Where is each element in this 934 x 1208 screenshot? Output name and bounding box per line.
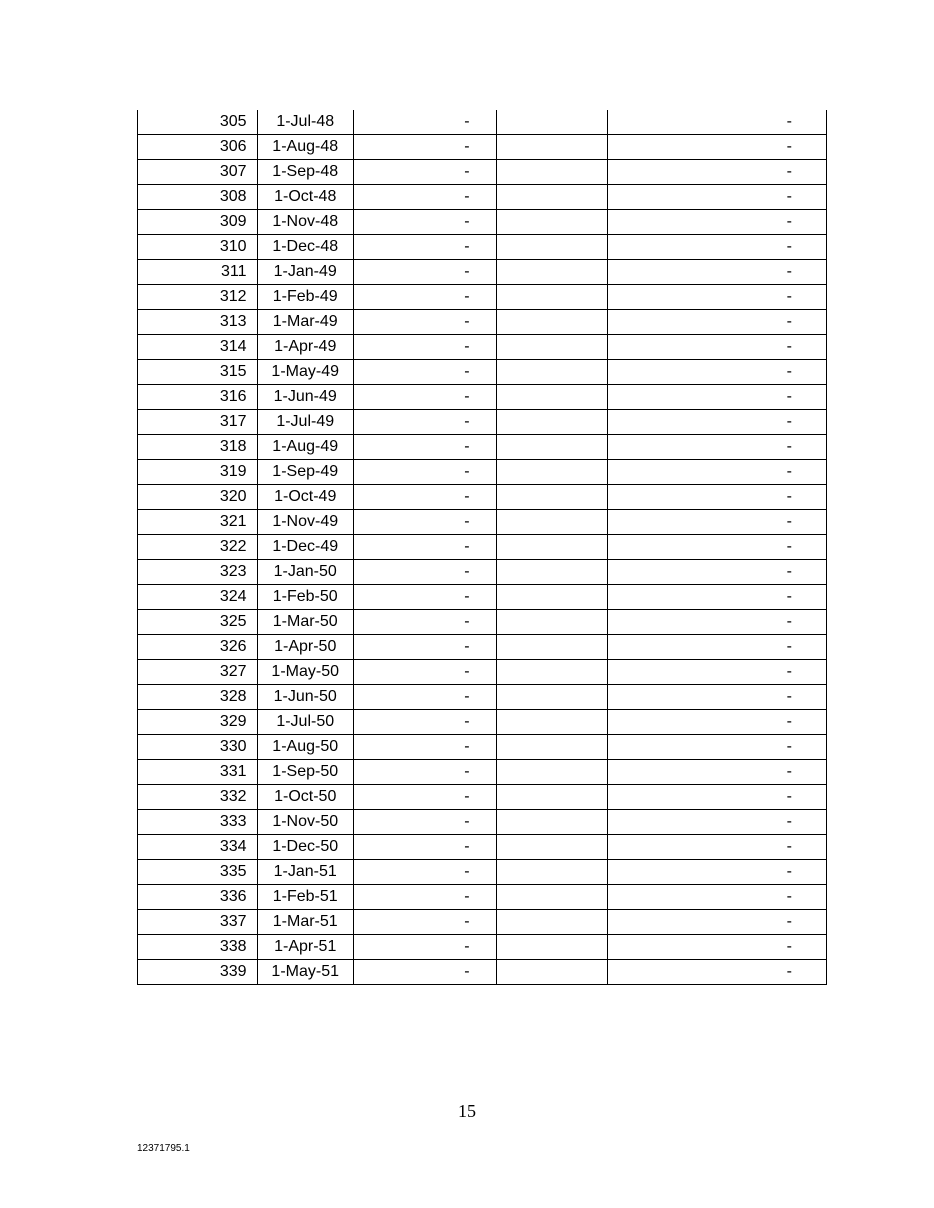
payment-number-cell: 306 — [138, 135, 258, 160]
amount-cell: - — [353, 110, 496, 135]
payment-number-cell: 332 — [138, 785, 258, 810]
table-row — [138, 935, 827, 960]
schedule-table — [137, 110, 827, 985]
payment-number-cell: 334 — [138, 835, 258, 860]
date-cell: 1-Jul-50 — [257, 710, 353, 735]
blank-cell — [496, 510, 607, 535]
balance-cell: - — [608, 285, 827, 310]
balance-cell: - — [608, 560, 827, 585]
payment-number-cell: 336 — [138, 885, 258, 910]
table-row — [138, 685, 827, 710]
amount-cell: - — [353, 685, 496, 710]
date-cell: 1-Nov-49 — [257, 510, 353, 535]
date-cell: 1-Jun-49 — [257, 385, 353, 410]
date-cell: 1-Jan-50 — [257, 560, 353, 585]
payment-number-cell: 310 — [138, 235, 258, 260]
blank-cell — [496, 910, 607, 935]
blank-cell — [496, 385, 607, 410]
table-row — [138, 360, 827, 385]
blank-cell — [496, 210, 607, 235]
blank-cell — [496, 460, 607, 485]
date-cell: 1-Feb-49 — [257, 285, 353, 310]
table-row — [138, 310, 827, 335]
table-row — [138, 335, 827, 360]
table-row — [138, 385, 827, 410]
table-row — [138, 860, 827, 885]
amount-cell: - — [353, 585, 496, 610]
table-row — [138, 260, 827, 285]
payment-number-cell: 316 — [138, 385, 258, 410]
amount-cell: - — [353, 310, 496, 335]
amount-cell: - — [353, 460, 496, 485]
balance-cell: - — [608, 835, 827, 860]
date-cell: 1-Nov-48 — [257, 210, 353, 235]
payment-number-cell: 308 — [138, 185, 258, 210]
blank-cell — [496, 185, 607, 210]
date-cell: 1-Aug-49 — [257, 435, 353, 460]
date-cell: 1-Oct-49 — [257, 485, 353, 510]
blank-cell — [496, 335, 607, 360]
date-cell: 1-Oct-48 — [257, 185, 353, 210]
amount-cell: - — [353, 885, 496, 910]
blank-cell — [496, 260, 607, 285]
balance-cell: - — [608, 485, 827, 510]
balance-cell: - — [608, 110, 827, 135]
payment-number-cell: 335 — [138, 860, 258, 885]
schedule-table-body — [138, 110, 827, 985]
amount-cell: - — [353, 285, 496, 310]
table-row — [138, 885, 827, 910]
blank-cell — [496, 935, 607, 960]
blank-cell — [496, 960, 607, 985]
table-row — [138, 660, 827, 685]
amount-cell: - — [353, 785, 496, 810]
balance-cell: - — [608, 410, 827, 435]
payment-number-cell: 307 — [138, 160, 258, 185]
table-row — [138, 110, 827, 135]
balance-cell: - — [608, 810, 827, 835]
amount-cell: - — [353, 235, 496, 260]
blank-cell — [496, 235, 607, 260]
date-cell: 1-Jan-51 — [257, 860, 353, 885]
amount-cell: - — [353, 935, 496, 960]
payment-number-cell: 328 — [138, 685, 258, 710]
date-cell: 1-Feb-50 — [257, 585, 353, 610]
table-row — [138, 810, 827, 835]
date-cell: 1-Feb-51 — [257, 885, 353, 910]
payment-number-cell: 325 — [138, 610, 258, 635]
blank-cell — [496, 735, 607, 760]
amount-cell: - — [353, 610, 496, 635]
table-row — [138, 160, 827, 185]
payment-number-cell: 324 — [138, 585, 258, 610]
balance-cell: - — [608, 335, 827, 360]
blank-cell — [496, 160, 607, 185]
amount-cell: - — [353, 335, 496, 360]
blank-cell — [496, 360, 607, 385]
amount-cell: - — [353, 160, 496, 185]
blank-cell — [496, 535, 607, 560]
amount-cell: - — [353, 535, 496, 560]
date-cell: 1-Apr-50 — [257, 635, 353, 660]
payment-number-cell: 321 — [138, 510, 258, 535]
table-row — [138, 535, 827, 560]
amount-cell: - — [353, 910, 496, 935]
blank-cell — [496, 435, 607, 460]
blank-cell — [496, 785, 607, 810]
amount-cell: - — [353, 735, 496, 760]
payment-number-cell: 311 — [138, 260, 258, 285]
date-cell: 1-Sep-50 — [257, 760, 353, 785]
balance-cell: - — [608, 535, 827, 560]
amount-cell: - — [353, 360, 496, 385]
blank-cell — [496, 285, 607, 310]
date-cell: 1-Nov-50 — [257, 810, 353, 835]
blank-cell — [496, 635, 607, 660]
balance-cell: - — [608, 635, 827, 660]
date-cell: 1-Sep-48 — [257, 160, 353, 185]
date-cell: 1-Mar-51 — [257, 910, 353, 935]
table-row — [138, 960, 827, 985]
payment-number-cell: 327 — [138, 660, 258, 685]
blank-cell — [496, 660, 607, 685]
balance-cell: - — [608, 935, 827, 960]
payment-number-cell: 318 — [138, 435, 258, 460]
payment-number-cell: 317 — [138, 410, 258, 435]
table-row — [138, 485, 827, 510]
balance-cell: - — [608, 210, 827, 235]
table-row — [138, 735, 827, 760]
page-number: 15 — [458, 1101, 476, 1121]
date-cell: 1-Jul-48 — [257, 110, 353, 135]
amount-cell: - — [353, 510, 496, 535]
amount-cell: - — [353, 485, 496, 510]
blank-cell — [496, 860, 607, 885]
payment-number-cell: 331 — [138, 760, 258, 785]
blank-cell — [496, 710, 607, 735]
payment-number-cell: 337 — [138, 910, 258, 935]
balance-cell: - — [608, 385, 827, 410]
date-cell: 1-Oct-50 — [257, 785, 353, 810]
table-row — [138, 585, 827, 610]
balance-cell: - — [608, 960, 827, 985]
balance-cell: - — [608, 660, 827, 685]
blank-cell — [496, 835, 607, 860]
date-cell: 1-Mar-49 — [257, 310, 353, 335]
balance-cell: - — [608, 435, 827, 460]
amount-cell: - — [353, 560, 496, 585]
table-row — [138, 635, 827, 660]
table-row — [138, 910, 827, 935]
balance-cell: - — [608, 610, 827, 635]
amount-cell: - — [353, 435, 496, 460]
blank-cell — [496, 685, 607, 710]
balance-cell: - — [608, 510, 827, 535]
blank-cell — [496, 310, 607, 335]
table-row — [138, 560, 827, 585]
document-id: 12371795.1 — [137, 1143, 190, 1154]
balance-cell: - — [608, 160, 827, 185]
table-row — [138, 510, 827, 535]
date-cell: 1-Apr-51 — [257, 935, 353, 960]
payment-number-cell: 330 — [138, 735, 258, 760]
date-cell: 1-Apr-49 — [257, 335, 353, 360]
amount-cell: - — [353, 135, 496, 160]
balance-cell: - — [608, 760, 827, 785]
payment-number-cell: 315 — [138, 360, 258, 385]
date-cell: 1-Aug-48 — [257, 135, 353, 160]
table-row — [138, 185, 827, 210]
amount-cell: - — [353, 210, 496, 235]
payment-number-cell: 329 — [138, 710, 258, 735]
balance-cell: - — [608, 460, 827, 485]
table-row — [138, 785, 827, 810]
amount-cell: - — [353, 385, 496, 410]
amount-cell: - — [353, 710, 496, 735]
amount-cell: - — [353, 260, 496, 285]
balance-cell: - — [608, 185, 827, 210]
balance-cell: - — [608, 260, 827, 285]
amount-cell: - — [353, 635, 496, 660]
date-cell: 1-Aug-50 — [257, 735, 353, 760]
payment-number-cell: 322 — [138, 535, 258, 560]
payment-number-cell: 338 — [138, 935, 258, 960]
balance-cell: - — [608, 885, 827, 910]
payment-number-cell: 319 — [138, 460, 258, 485]
balance-cell: - — [608, 910, 827, 935]
amount-cell: - — [353, 185, 496, 210]
amount-cell: - — [353, 410, 496, 435]
table-row — [138, 835, 827, 860]
blank-cell — [496, 135, 607, 160]
amount-cell: - — [353, 860, 496, 885]
table-row — [138, 210, 827, 235]
payment-number-cell: 320 — [138, 485, 258, 510]
balance-cell: - — [608, 860, 827, 885]
date-cell: 1-Jun-50 — [257, 685, 353, 710]
table-row — [138, 235, 827, 260]
date-cell: 1-Dec-49 — [257, 535, 353, 560]
balance-cell: - — [608, 785, 827, 810]
payment-number-cell: 314 — [138, 335, 258, 360]
payment-number-cell: 313 — [138, 310, 258, 335]
date-cell: 1-Mar-50 — [257, 610, 353, 635]
date-cell: 1-Jul-49 — [257, 410, 353, 435]
blank-cell — [496, 810, 607, 835]
balance-cell: - — [608, 685, 827, 710]
table-row — [138, 460, 827, 485]
payment-number-cell: 309 — [138, 210, 258, 235]
blank-cell — [496, 410, 607, 435]
payment-number-cell: 312 — [138, 285, 258, 310]
date-cell: 1-Dec-48 — [257, 235, 353, 260]
payment-number-cell: 305 — [138, 110, 258, 135]
table-row — [138, 710, 827, 735]
date-cell: 1-Sep-49 — [257, 460, 353, 485]
balance-cell: - — [608, 360, 827, 385]
payment-number-cell: 333 — [138, 810, 258, 835]
amount-cell: - — [353, 810, 496, 835]
date-cell: 1-Dec-50 — [257, 835, 353, 860]
balance-cell: - — [608, 235, 827, 260]
balance-cell: - — [608, 585, 827, 610]
amount-cell: - — [353, 960, 496, 985]
payment-number-cell: 326 — [138, 635, 258, 660]
blank-cell — [496, 610, 607, 635]
blank-cell — [496, 760, 607, 785]
balance-cell: - — [608, 710, 827, 735]
balance-cell: - — [608, 735, 827, 760]
table-row — [138, 610, 827, 635]
table-row — [138, 135, 827, 160]
payment-number-cell: 323 — [138, 560, 258, 585]
table-row — [138, 435, 827, 460]
blank-cell — [496, 560, 607, 585]
amount-cell: - — [353, 835, 496, 860]
blank-cell — [496, 110, 607, 135]
table-row — [138, 410, 827, 435]
balance-cell: - — [608, 135, 827, 160]
date-cell: 1-May-50 — [257, 660, 353, 685]
blank-cell — [496, 485, 607, 510]
date-cell: 1-Jan-49 — [257, 260, 353, 285]
date-cell: 1-May-49 — [257, 360, 353, 385]
balance-cell: - — [608, 310, 827, 335]
table-row — [138, 285, 827, 310]
blank-cell — [496, 885, 607, 910]
blank-cell — [496, 585, 607, 610]
table-row — [138, 760, 827, 785]
payment-number-cell: 339 — [138, 960, 258, 985]
amount-cell: - — [353, 760, 496, 785]
amount-cell: - — [353, 660, 496, 685]
date-cell: 1-May-51 — [257, 960, 353, 985]
